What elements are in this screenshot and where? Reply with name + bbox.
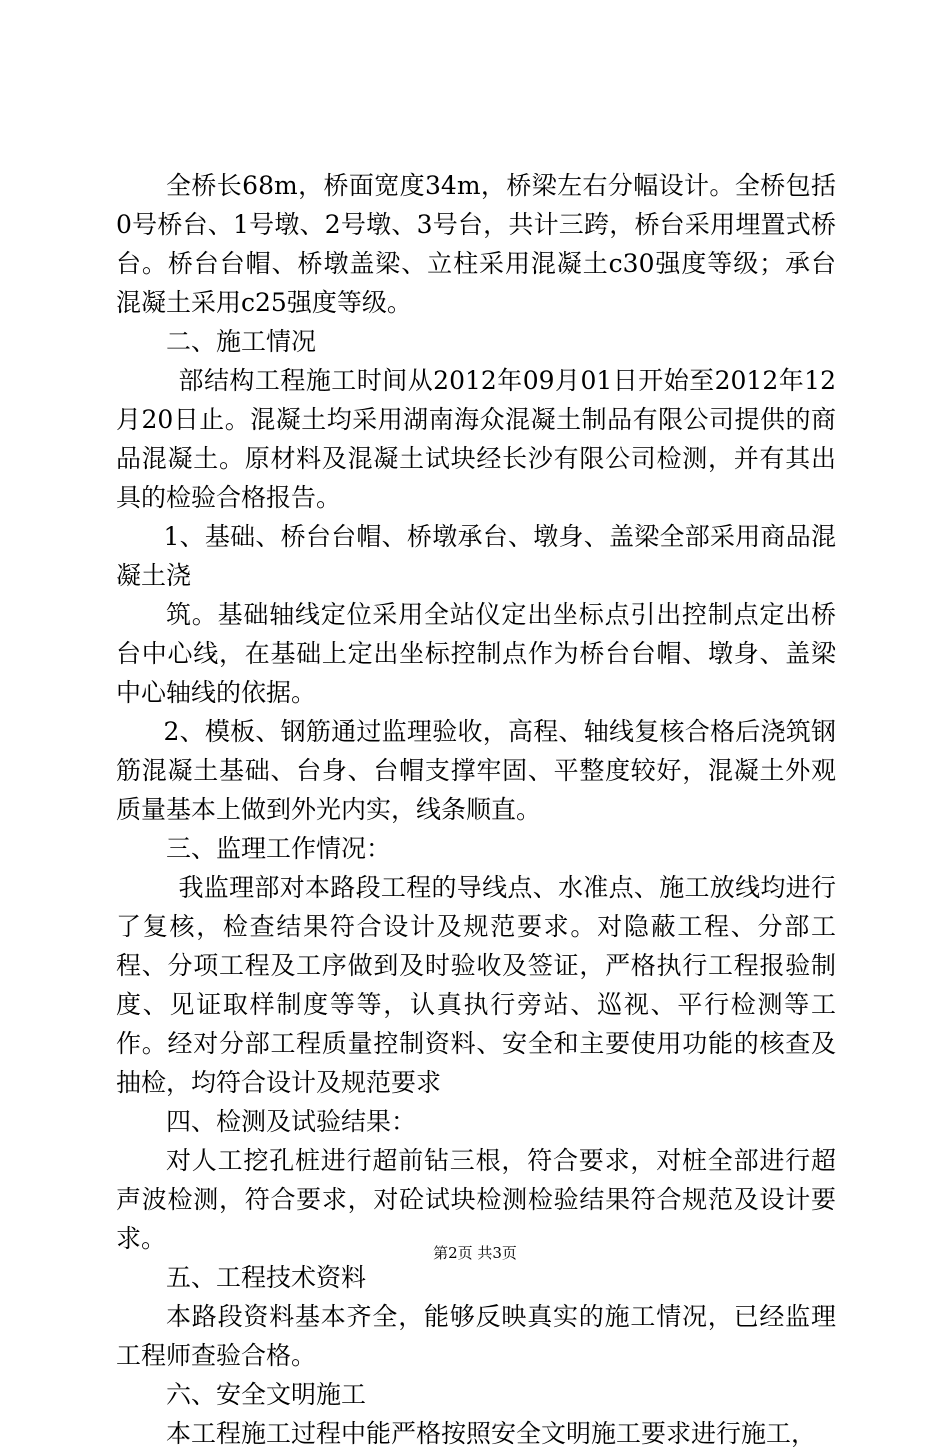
paragraph-test-results: 对人工挖孔桩进行超前钻三根，符合要求，对桩全部进行超声波检测，符合要求，对砼试块检测检验结果符合规范及设计要求。 xyxy=(116,1146,836,1253)
page-footer: 第2页 共3页 xyxy=(433,1244,517,1262)
paragraph-safety: 本工程施工过程中能严格按照安全文明施工要求进行施工， xyxy=(166,1419,817,1448)
paragraph-technical-docs: 本路段资料基本齐全，能够反映真实的施工情况，已经监理工程师查验合格。 xyxy=(116,1302,836,1370)
heading-safety: 六、安全文明施工 xyxy=(166,1380,367,1409)
paragraph-item-1: 1、基础、桥台台帽、桥墩承台、墩身、盖梁全部采用商品混凝土浇 xyxy=(116,522,836,590)
heading-construction-status: 二、施工情况 xyxy=(166,327,317,356)
paragraph-item-2: 2、模板、钢筋通过监理验收，高程、轴线复核合格后浇筑钢筋混凝土基础、台身、台帽支撑牢固、平整度较好，混凝土外观质量基本上做到外光内实，线条顺直。 xyxy=(116,717,836,824)
heading-test-results: 四、检测及试验结果： xyxy=(166,1107,417,1136)
heading-technical-docs: 五、工程技术资料 xyxy=(166,1263,367,1292)
paragraph-construction-period: 部结构工程施工时间从2012年09月01日开始至2012年12月20日止。混凝土均采用湖南海众混凝土制品有限公司提供的商品混凝土。原材料及混凝土试块经长沙有限公司检测，并有其出具的检验合格报告。 xyxy=(116,366,836,512)
paragraph-supervision: 我监理部对本路段工程的导线点、水准点、施工放线均进行了复核，检查结果符合设计及规范要求。对隐蔽工程、分部工程、分项工程及工序做到及时验收及签证，严格执行工程报验制度、见证取样制度等等，认真执行旁站、巡视、平行检测等工作。经对分部工程质量控制资料、安全和主要使用功能的核查及抽检，均符合设计及规范要求 xyxy=(116,873,836,1097)
paragraph-bridge-overview: 全桥长68m，桥面宽度34m，桥梁左右分幅设计。全桥包括0号桥台、1号墩、2号墩、3号台，共计三跨，桥台采用埋置式桥台。桥台台帽、桥墩盖梁、立柱采用混凝土c30强度等级；承台混凝土采用c25强度等级。 xyxy=(116,171,836,317)
heading-supervision-work: 三、监理工作情况： xyxy=(166,834,392,863)
paragraph-item-1-cont: 筑。基础轴线定位采用全站仪定出坐标点引出控制点定出桥台中心线，在基础上定出坐标控制点作为桥台台帽、墩身、盖梁中心轴线的依据。 xyxy=(116,600,836,707)
